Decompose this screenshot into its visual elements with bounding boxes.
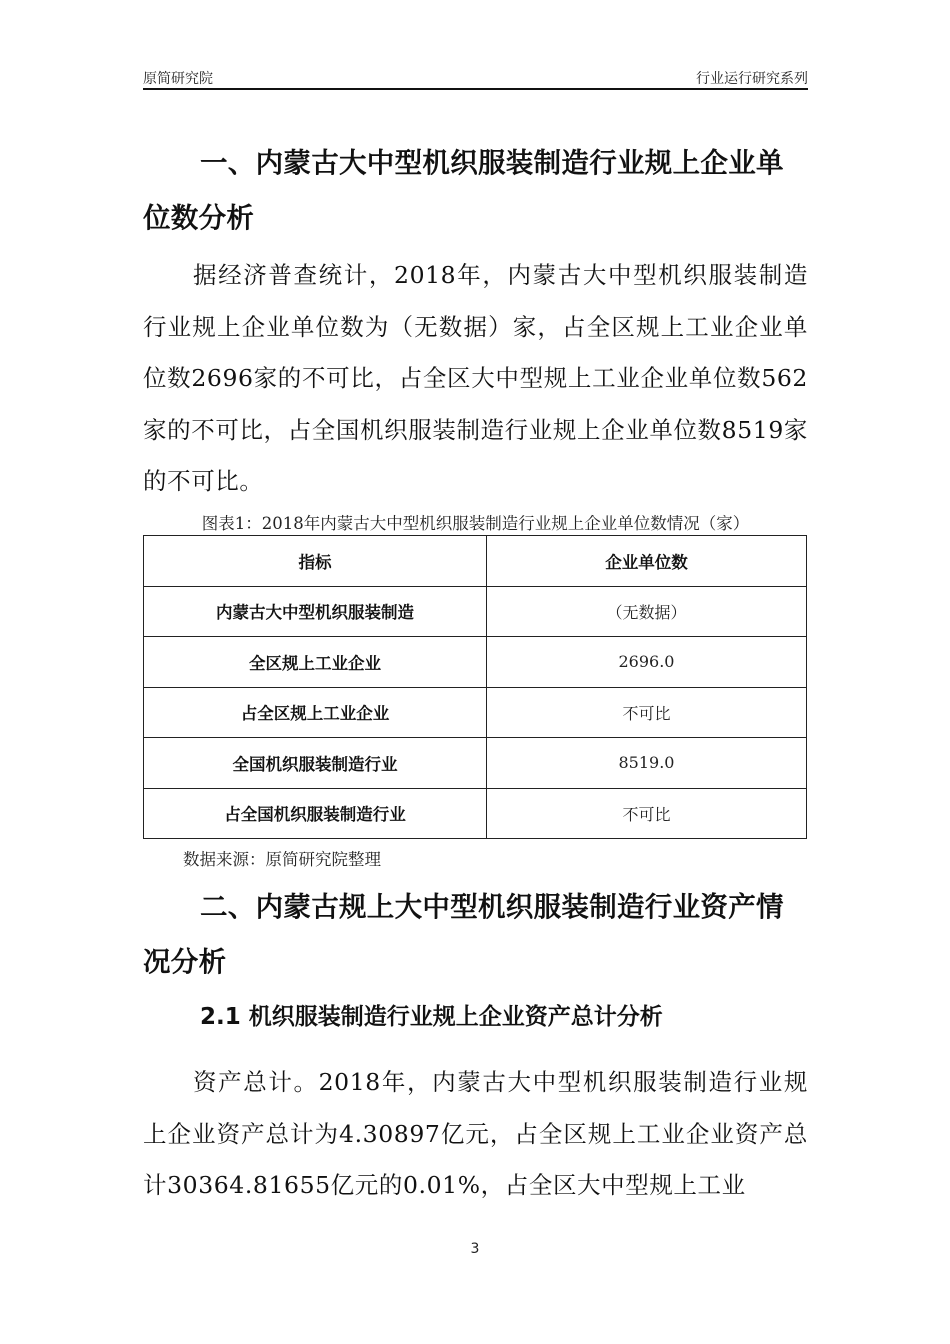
column-header-unit-count: 企业单位数 (487, 536, 807, 587)
row-value: 不可比 (487, 687, 807, 738)
row-value: 8519.0 (487, 738, 807, 789)
column-header-indicator: 指标 (144, 536, 487, 587)
section2-paragraph: 资产总计。2018年，内蒙古大中型机织服装制造行业规上企业资产总计为4.30897亿元，占全区规上工业企业资产总计30364.81655亿元的0.01%，占全区大中型规上工业 (143, 1068, 808, 1199)
row-label: 全区规上工业企业 (144, 637, 487, 688)
section2-subheading: 2.1 机织服装制造行业规上企业资产总计分析 (200, 1004, 663, 1030)
row-label: 内蒙古大中型机织服装制造 (144, 586, 487, 637)
table1-caption: 图表1：2018年内蒙古大中型机织服装制造行业规上企业单位数情况（家） (201, 514, 750, 533)
table-header-row (144, 536, 807, 587)
table-row (144, 738, 807, 789)
row-value: 2696.0 (487, 637, 807, 688)
page-header (143, 66, 808, 90)
row-value: （无数据） (487, 586, 807, 637)
table-row (144, 788, 807, 839)
row-label: 占全国机织服装制造行业 (144, 788, 487, 839)
page-number: 3 (470, 1241, 480, 1257)
row-label: 全国机织服装制造行业 (144, 738, 487, 789)
row-value: 不可比 (487, 788, 807, 839)
table-row (144, 637, 807, 688)
table1-source: 数据来源：原简研究院整理 (183, 850, 381, 869)
section2-heading: 二、内蒙古规上大中型机织服装制造行业资产情况分析 (143, 891, 784, 978)
header-org-name: 原简研究院 (143, 71, 213, 87)
section1-heading: 一、内蒙古大中型机织服装制造行业规上企业单位数分析 (143, 147, 784, 234)
table-row (144, 687, 807, 738)
section1-paragraph: 据经济普查统计，2018年，内蒙古大中型机织服装制造行业规上企业单位数为（无数据）家，占全区规上工业企业单位数2696家的不可比，占全区大中型规上工业企业单位数562家的不可比，占全国机织服装制造行业规上企业单位数8519家的不可比。 (143, 261, 808, 495)
row-label: 占全区规上工业企业 (144, 687, 487, 738)
header-series-name: 行业运行研究系列 (696, 71, 808, 87)
table-row (144, 586, 807, 637)
table1 (143, 535, 807, 839)
